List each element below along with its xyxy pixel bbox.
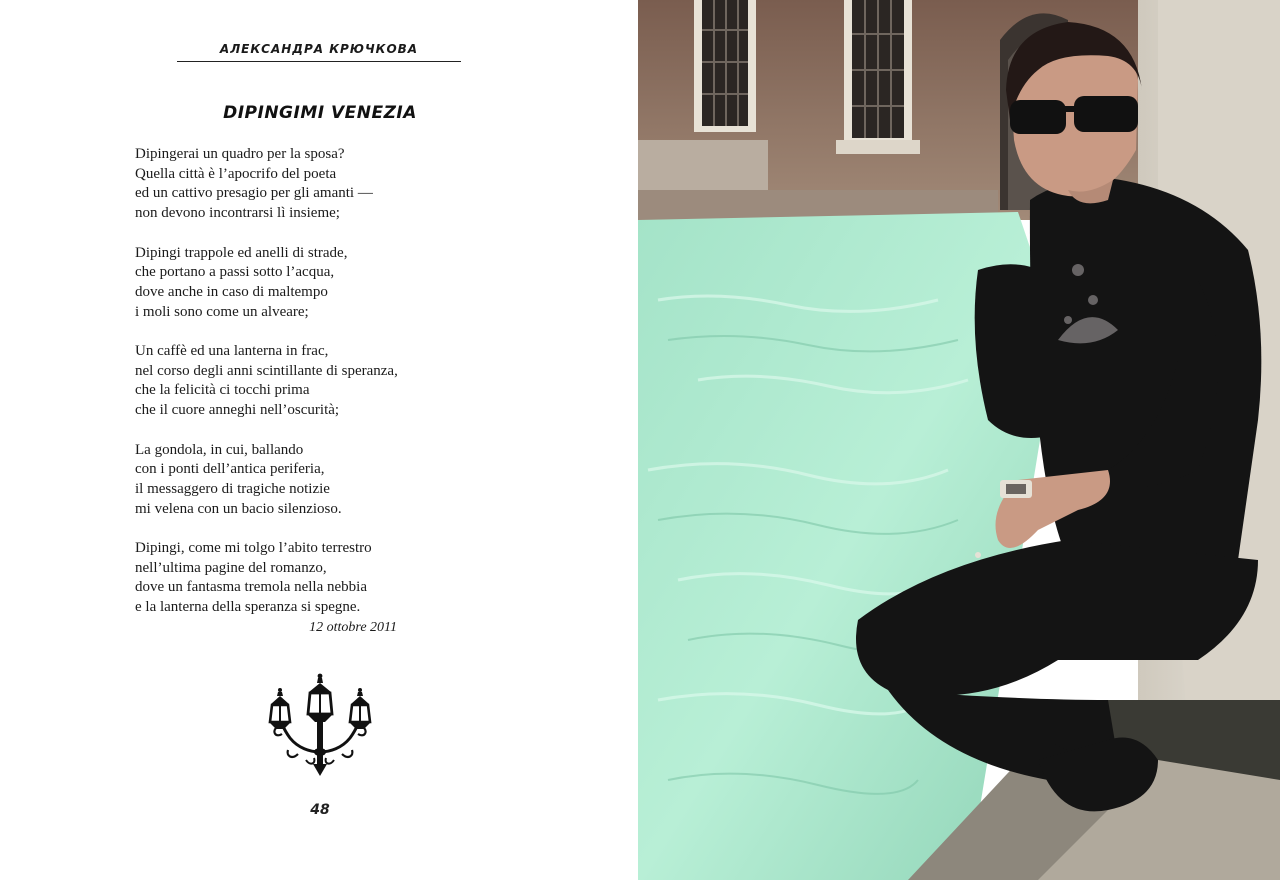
stanza-3 [135,342,465,421]
header-rule [177,61,461,62]
venice-canal-photo [638,0,1280,880]
poem-line: il messaggero di tragiche notizie [135,480,330,497]
poem-body [135,145,465,618]
poem-line: Un caffè ed una lanterna in frac, [135,343,329,359]
poem-line: dove un fantasma tremola nella nebbia [135,579,367,596]
poem-line: non devono incontrarsi lì insieme; [135,205,340,222]
poem-line: ed un cattivo presagio per gli amanti — [135,185,373,202]
poem-line: mi velena con un bacio silenzioso. [135,500,342,517]
poem-line: che portano a passi sotto l’acqua, [135,264,335,281]
poem-line: Dipingi trappole ed anelli di strade, [135,244,348,261]
venetian-lantern-icon [258,672,382,780]
poem-date: 12 ottobre 2011 [309,620,397,635]
poem-line: Quella città è l’apocrifo del poeta [135,165,337,182]
poem-line: La gondola, in cui, ballando [135,441,304,458]
poem-line: i moli sono come un alveare; [135,303,309,320]
poem-line: dove anche in caso di maltempo [135,283,328,300]
poem-line: che il cuore anneghi nell’oscurità; [135,402,340,419]
poem-line: che la felicità ci tocchi prima [135,382,310,399]
stanza-1 [135,145,465,224]
stanza-5 [135,539,465,618]
poem-title: DIPINGIMI VENEZIA [223,103,417,123]
stanza-4 [135,441,465,520]
running-head-author: АЛЕКСАНДРА КРЮЧКОВА [219,42,419,56]
poem-line: nel corso degli anni scintillante di speranza, [135,362,398,379]
poem-line: e la lanterna della speranza si spegne. [135,599,361,616]
left-page [0,0,638,880]
poem-line: Dipingi, come mi tolgo l’abito terrestro [135,540,372,556]
stanza-2 [135,244,465,323]
poem-line: Dipingerai un quadro per la sposa? [135,146,345,162]
right-page [638,0,1280,880]
poem-line: con i ponti dell’antica periferia, [135,461,325,478]
poem-line: nell’ultima pagine del romanzo, [135,559,327,576]
page-number: 48 [310,802,330,818]
